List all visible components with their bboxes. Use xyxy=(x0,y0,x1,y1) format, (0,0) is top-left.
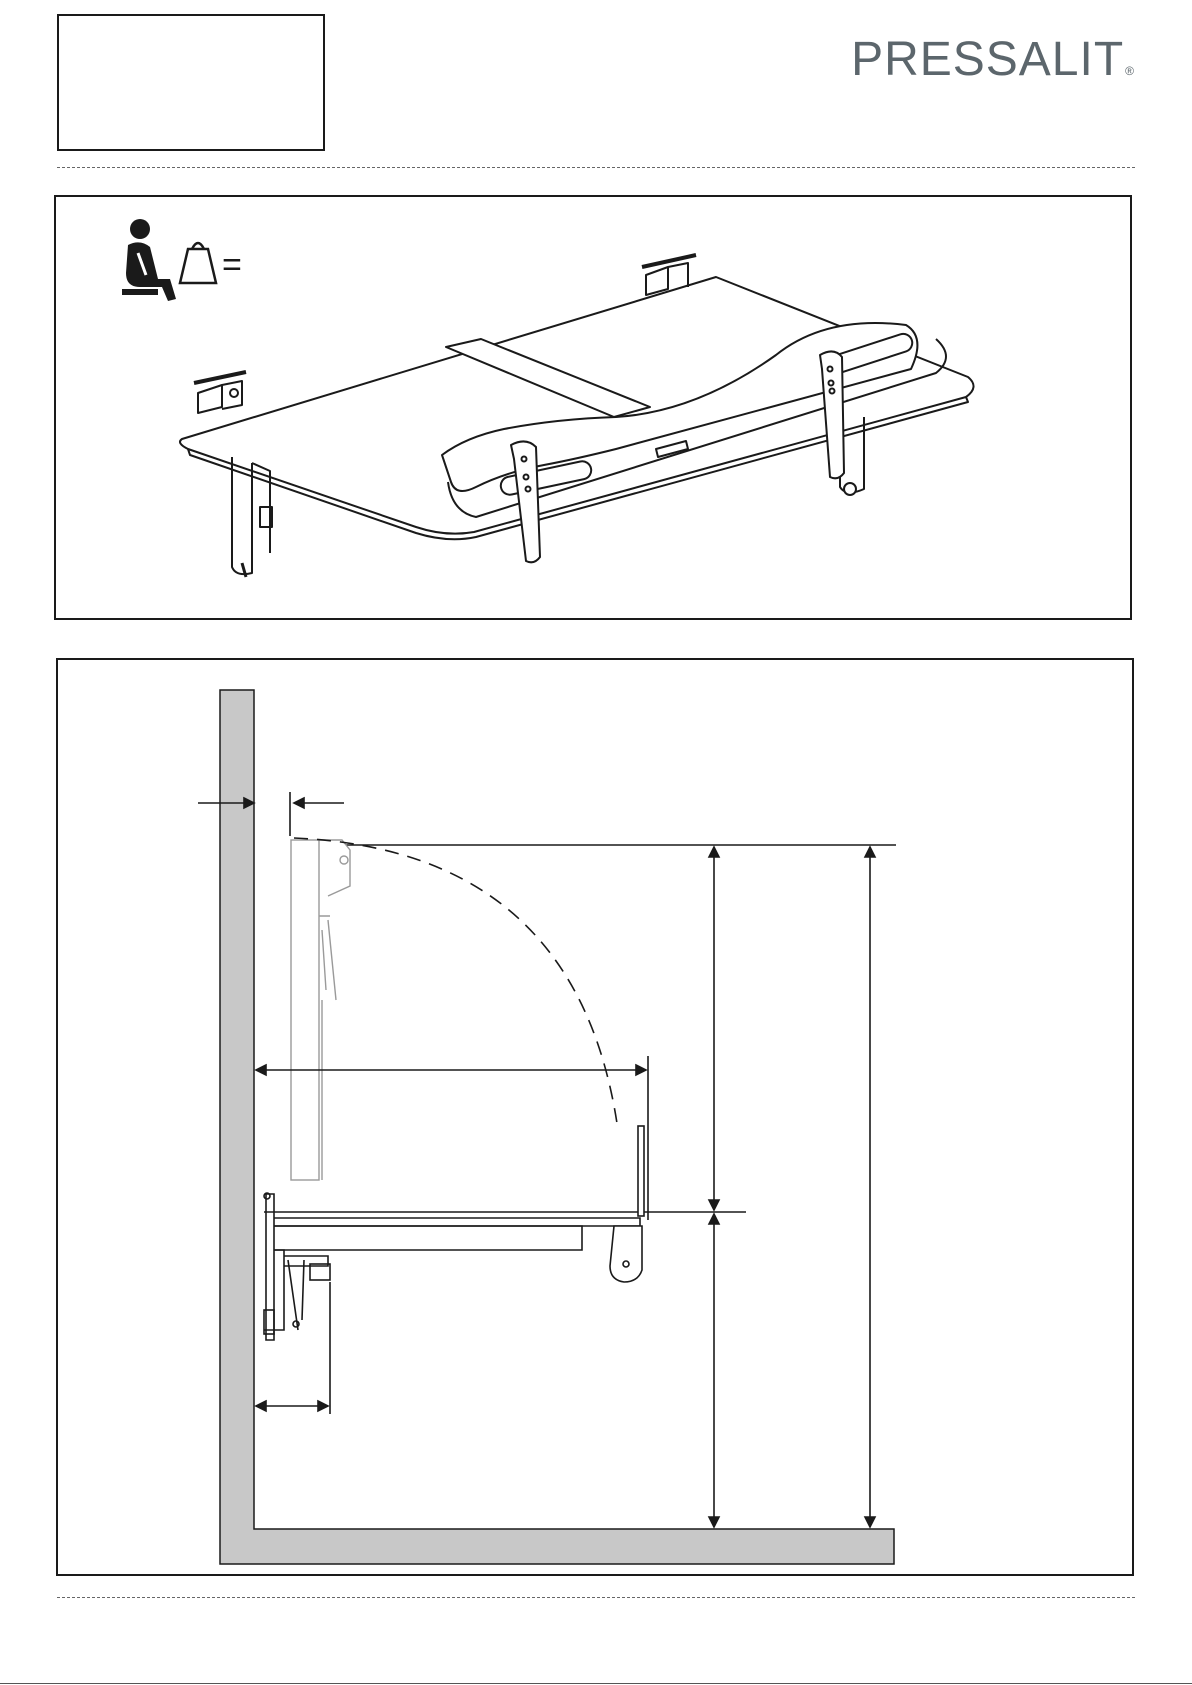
changing-table-illustration xyxy=(56,197,1130,618)
wall-and-floor xyxy=(220,690,894,1564)
brand-name: PRESSALIT xyxy=(851,33,1125,86)
label-box xyxy=(57,14,325,151)
brand-registered-mark: ® xyxy=(1125,64,1135,78)
equals-symbol: = xyxy=(222,246,242,284)
dimension-drawing-panel xyxy=(56,658,1134,1576)
bottom-dashed-divider xyxy=(57,1597,1135,1598)
footer-rule xyxy=(0,1683,1192,1684)
dimension-drawing xyxy=(58,660,1132,1574)
brand-logo xyxy=(851,32,1135,87)
seated-person-weight-icon xyxy=(122,219,216,301)
product-illustration-panel xyxy=(54,195,1132,620)
top-dashed-divider xyxy=(57,167,1135,168)
